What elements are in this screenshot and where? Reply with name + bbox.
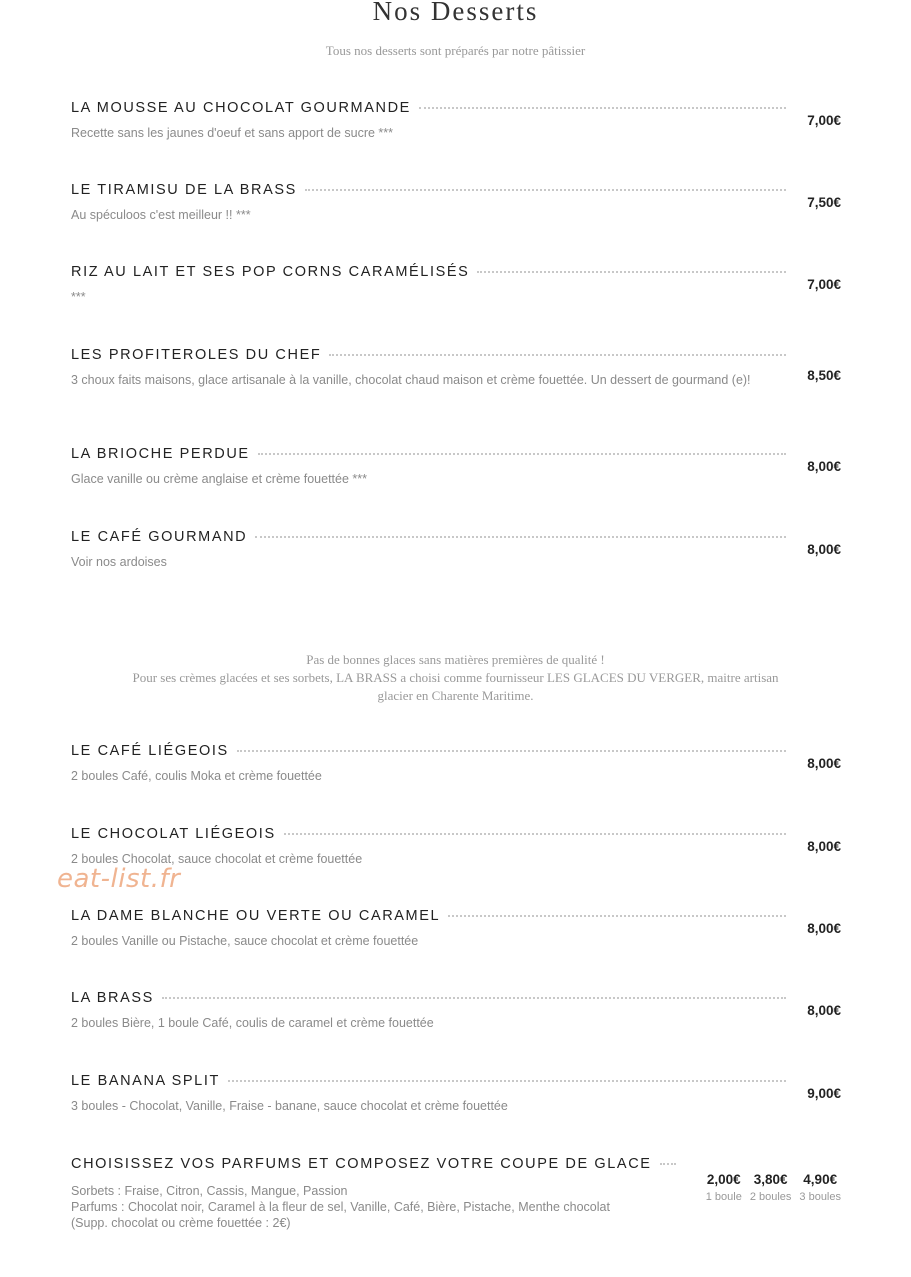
dotted-leader [305, 189, 786, 191]
page-title: Nos Desserts [372, 0, 539, 26]
item-name: LA BRIOCHE PERDUE [71, 446, 250, 462]
item-name: LE CAFÉ GOURMAND [71, 529, 248, 545]
intro-line: glacier en Charente Maritime. [377, 688, 534, 703]
item-price: 7,00€ [807, 113, 841, 128]
dotted-leader [419, 107, 786, 109]
dotted-leader [284, 833, 786, 835]
item-description: *** [71, 290, 86, 304]
item-name: LA MOUSSE AU CHOCOLAT GOURMANDE [71, 100, 411, 116]
watermark: eat-list.fr [57, 864, 181, 894]
item-name: LE CHOCOLAT LIÉGEOIS [71, 826, 276, 842]
item-description: Recette sans les jaunes d'oeuf et sans apport de sucre *** [71, 126, 394, 140]
dotted-leader [329, 354, 786, 356]
menu-item [71, 100, 841, 141]
size-label: 1 boule [705, 1191, 742, 1203]
menu-item [71, 1073, 841, 1114]
size-label: 2 boules [749, 1191, 792, 1203]
size-price: 3,80€ [753, 1172, 788, 1187]
item-description: 2 boules Vanille ou Pistache, sauce chocolat et crème fouettée [71, 934, 419, 948]
menu-item [71, 743, 841, 784]
item-name: RIZ AU LAIT ET SES POP CORNS CARAMÉLISÉS [71, 264, 470, 280]
item-price: 8,00€ [807, 839, 841, 854]
size-label: 3 boules [799, 1191, 841, 1203]
item-description: 2 boules Chocolat, sauce chocolat et crème fouettée [71, 852, 363, 866]
size-option [706, 1172, 742, 1203]
menu-item [71, 908, 841, 949]
dotted-leader [258, 453, 786, 455]
menu-item [71, 826, 841, 867]
item-description: 2 boules Café, coulis Moka et crème fouettée [71, 769, 322, 783]
dotted-leader [660, 1163, 676, 1165]
size-price: 4,90€ [803, 1172, 838, 1187]
glaces-intro [60, 651, 851, 705]
size-prices [698, 1172, 841, 1203]
item-description [71, 1183, 661, 1231]
item-name: LES PROFITEROLES DU CHEF [71, 347, 322, 363]
supplement-line: (Supp. chocolat ou crème fouettée : 2€) [71, 1216, 291, 1230]
coupe-item [71, 1156, 841, 1231]
item-price: 8,00€ [807, 921, 841, 936]
sorbets-line: Sorbets : Fraise, Citron, Cassis, Mangue, Passion [71, 1184, 348, 1198]
dotted-leader [237, 750, 786, 752]
item-name: LE TIRAMISU DE LA BRASS [71, 182, 297, 198]
item-price: 9,00€ [807, 1086, 841, 1101]
page-subtitle: Tous nos desserts sont préparés par notre pâtissier [325, 43, 586, 58]
item-price: 7,50€ [807, 195, 841, 210]
item-description: 3 choux faits maisons, glace artisanale à la vanille, chocolat chaud maison et crème fouettée. Un dessert de gourmand (e)! [71, 373, 751, 387]
item-price: 7,00€ [807, 277, 841, 292]
dotted-leader [162, 997, 786, 999]
item-name: LE CAFÉ LIÉGEOIS [71, 743, 229, 759]
item-price: 8,00€ [807, 1003, 841, 1018]
item-name: LA BRASS [71, 990, 154, 1006]
dotted-leader [448, 915, 786, 917]
menu-item [71, 264, 841, 305]
item-name: LE BANANA SPLIT [71, 1073, 220, 1089]
size-option [799, 1172, 841, 1203]
item-price: 8,50€ [807, 368, 841, 383]
intro-line: Pour ses crèmes glacées et ses sorbets, LA BRASS a choisi comme fournisseur LES GLACES DU VERGER, maitre artisan [132, 670, 779, 685]
item-price: 8,00€ [807, 459, 841, 474]
intro-line: Pas de bonnes glaces sans matières premières de qualité ! [306, 652, 605, 667]
item-description: 2 boules Bière, 1 boule Café, coulis de caramel et crème fouettée [71, 1016, 434, 1030]
item-name: LA DAME BLANCHE OU VERTE OU CARAMEL [71, 908, 441, 924]
menu-item [71, 529, 841, 570]
menu-item [71, 182, 841, 223]
dotted-leader [255, 536, 786, 538]
item-description: Glace vanille ou crème anglaise et crème fouettée *** [71, 472, 367, 486]
size-option [750, 1172, 792, 1203]
size-price: 2,00€ [706, 1172, 741, 1187]
item-price: 8,00€ [807, 756, 841, 771]
item-description: 3 boules - Chocolat, Vanille, Fraise - banane, sauce chocolat et crème fouettée [71, 1099, 508, 1113]
item-price: 8,00€ [807, 542, 841, 557]
item-name: CHOISISSEZ VOS PARFUMS ET COMPOSEZ VOTRE COUPE DE GLACE [71, 1156, 652, 1172]
item-description: Au spéculoos c'est meilleur !! *** [71, 208, 251, 222]
dotted-leader [228, 1080, 786, 1082]
parfums-line: Parfums : Chocolat noir, Caramel à la fleur de sel, Vanille, Café, Bière, Pistache, Menthe chocolat [71, 1200, 610, 1214]
menu-item [71, 446, 841, 487]
menu-item [71, 347, 841, 388]
menu-item [71, 990, 841, 1031]
dotted-leader [477, 271, 786, 273]
item-description: Voir nos ardoises [71, 555, 167, 569]
